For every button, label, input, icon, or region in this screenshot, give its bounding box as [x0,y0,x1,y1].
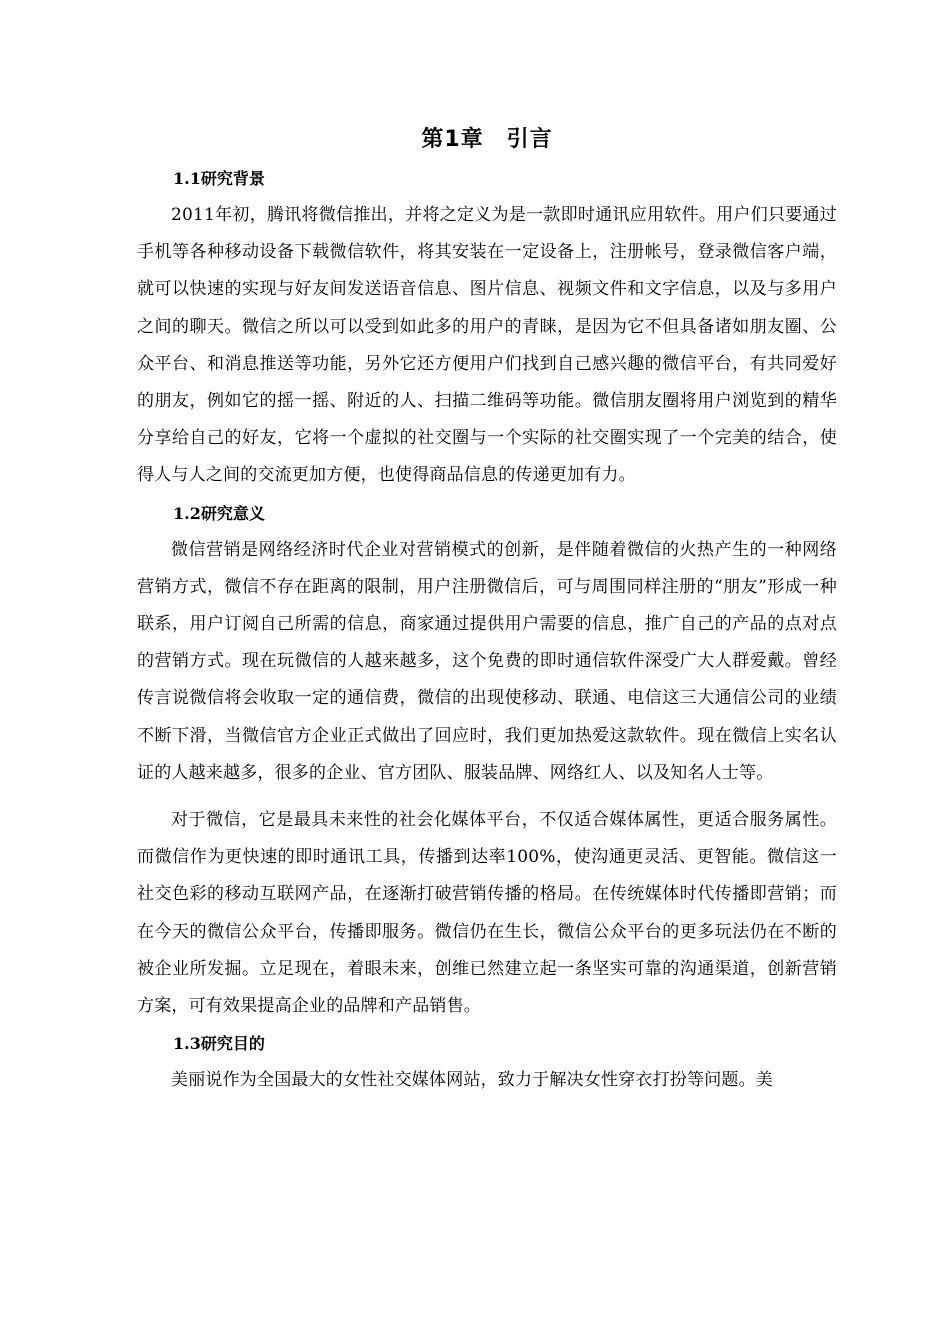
document-page [137,122,837,1099]
section-heading-background: 1.1研究背景 [173,169,265,188]
paragraph-significance-2: 对于微信，它是最具未来性的社会化媒体平台，不仅适合媒体属性，更适合服务属性。而微信作为更快速的即时通讯工具，传播到达率100%，使沟通更灵活、更智能。微信这一社交色彩的移动互联网产品，在逐渐打破营销传播的格局。在传统媒体时代传播即营销；而在今天的微信公众平台，传播即服务。微信仍在生长，微信公众平台的更多玩法仍在不断的被企业所发掘。立足现在，着眼未来，创维已然建立起一条坚实可靠的沟通渠道，创新营销方案，可有效果提高企业的品牌和产品销售。 [137,810,837,1017]
chapter-title: 第1章 引言 [421,127,553,152]
section-heading-purpose: 1.3研究目的 [173,1034,265,1054]
paragraph-significance-1: 微信营销是网络经济时代企业对营销模式的创新，是伴随着微信的火热产生的一种网络营销方式，微信不存在距离的限制，用户注册微信后，可与周围同样注册的“朋友”形成一种联系，用户订阅自己所需的信息，商家通过提供用户需要的信息，推广自己的产品的点对点的营销方式。现在玩微信的人越来越多，这个免费的即时通信软件深受广大人群爱戴。曾经传言说微信将会收取一定的通信费，微信的出现使移动、联通、电信这三大通信公司的业绩不断下滑，当微信官方企业正式做出了回应时，我们更加热爱这款软件。现在微信上实名认证的人越来越多，很多的企业、官方团队、服装品牌、网络红人、以及知名人士等。 [137,539,837,783]
paragraph-purpose: 美丽说作为全国最大的女性社交媒体网站，致力于解决女性穿衣打扮等问题。美 [171,1070,773,1091]
paragraph-background: 2011年初，腾讯将微信推出，并将之定义为是一款即时通讯应用软件。用户们只要通过手机等各种移动设备下载微信软件，将其安装在一定设备上，注册帐号，登录微信客户端，就可以快速的实现与好友间发送语音信息、图片信息、视频文件和文字信息，以及与多用户之间的聊天。微信之所以可以受到如此多的用户的青睐，是因为它不但具备诸如朋友圈、公众平台、和消息推送等功能，另外它还方便用户们找到自己感兴趣的微信平台，有共同爱好的朋友，例如它的摇一摇、附近的人、扫描二维码等功能。微信朋友圈将用户浏览到的精华分享给自己的好友，它将一个虚拟的社交圈与一个实际的社交圈实现了一个完美的结合，使得人与人之间的交流更加方便，也使得商品信息的传递更加有力。 [137,205,837,486]
section-heading-significance: 1.2研究意义 [173,503,265,523]
